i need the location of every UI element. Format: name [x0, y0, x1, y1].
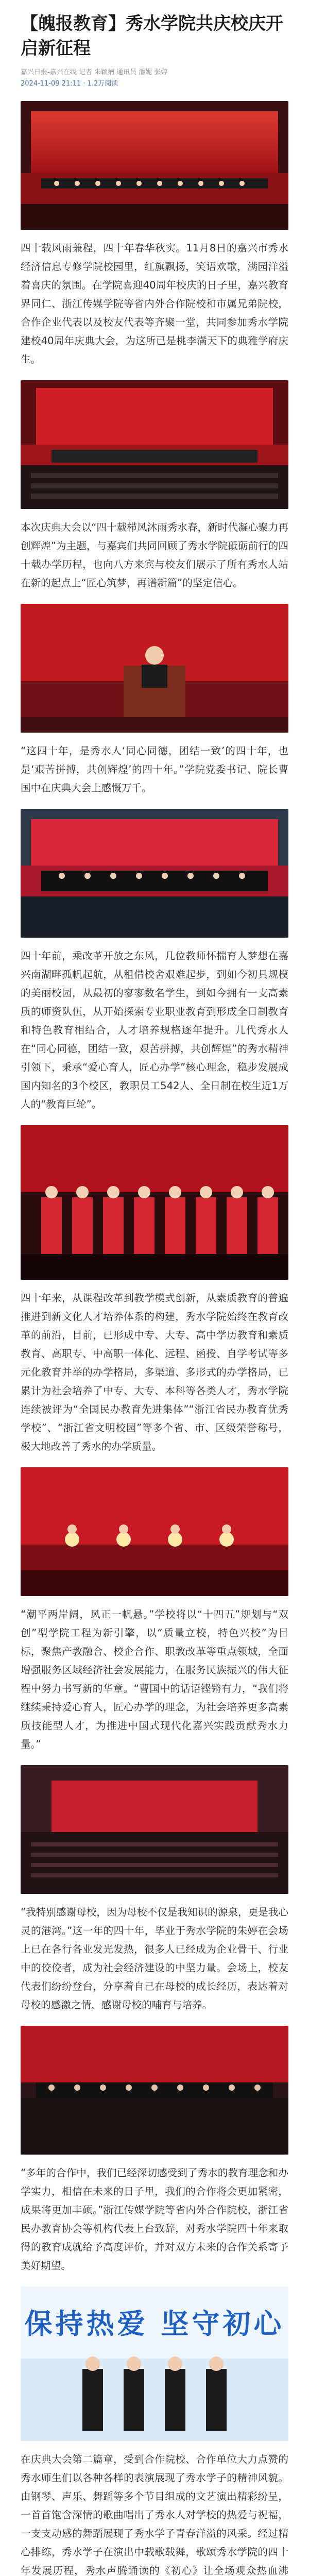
article-photo-1 [21, 101, 288, 230]
speaker-photo [21, 604, 288, 733]
article-photo-5 [21, 1125, 288, 1280]
banner-slogan: 保持热爱 坚守初心 [24, 2307, 285, 2340]
paragraph-8: “多年的合作中，我们已经深切感受到了秀水的教育理念和办学实力，相信在未来的日子里，我们的合作将会更加紧密，成果将更加丰硕。”浙江传媒学院等省内外合作院校，浙江省民办教育协会等机构代表上台致辞，对秀水学院四十年来取得的教育成就给予高度评价，并对双方未来的合作关系寄予美好期望。 [21, 2167, 288, 2272]
dancers-red-photo [21, 1467, 288, 1596]
article-photo-6 [21, 1467, 288, 1596]
hall-wide-photo [21, 1765, 288, 1894]
paragraph-6: “潮平两岸阔，风正一帆悬。”学校将以“十四五”规划与“双创”型学院工程为新引擎，以“质量立校，特色兴校”为目标，聚焦产教融合、校企合作、职教改革等重点领域，全面增强服务区域经济社会发展能力，在服务民族振兴的伟大征程中努力书写新的华章。“曹国中的话语铿锵有力，“我们将继续秉持爱心育人，匠心办学的理念，为社会培养更多高素质技能型人才，为推进中国式现代化嘉兴实践贡献秀水力量。” [21, 1608, 288, 1750]
paragraph-2: 本次庆典大会以“四十载栉风沐雨秀水春，新时代凝心聚力再创辉煌”为主题，与嘉宾们共同回顾了秀水学院砥砺前行的四十载办学历程，也向八方来宾与校友们展示了所有秀水人站在新的起点上“匠心筑梦，再谱新篇”的坚定信心。 [21, 521, 288, 589]
stage-red-photo [21, 380, 288, 509]
publish-timestamp[interactable]: 2024-11-09 21:11 · 1.2万阅读 [21, 80, 118, 88]
choir-photo [21, 1125, 288, 1280]
article-title: 【魄报教育】秀水学院共庆校庆开启新征程 [21, 13, 283, 59]
article-photo-8 [21, 2026, 288, 2155]
article-meta [21, 67, 288, 90]
paragraph-5: 四十年来，从课程改革到教学模式创新，从素质教育的普遍推进到新文化人才培养体系的构建，秀水学院始终在教育改革的前沿，目前，已形成中专、大专、高中学历教育和素质教育、高职专、中高职一体化、远程、函授、自学考试等多元化教育并举的办学格局，多渠道、多形式的办学格局，已累计为社会培养了中专、大专、本科等各类人才，秀水学院连续被评为“全国民办教育先进集体”“浙江省民办教育优秀学校”、“浙江省文明校园”等多个省、市、区级荣誉称号，极大地改善了秀水的办学质量。 [21, 1292, 288, 1452]
stage-photo [21, 101, 288, 230]
paragraph-1: 四十载风雨兼程，四十年春华秋实。11月8日的嘉兴市秀水经济信息专修学院校园里，红旗飘扬，笑语欢歌，满园洋溢着喜庆的氛围。在学院喜迎40周年校庆的日子里，嘉兴教育界同仁、浙江传媒学院等省内外合作院校和市属兄弟院校，合作企业代表以及校友代表等齐聚一堂，共同参加秀水学院建校40周年庆典大会，为这所已是桃李满天下的典雅学府庆生。 [21, 242, 288, 365]
article-photo-7 [21, 1765, 288, 1894]
audience-photo [21, 2026, 288, 2155]
paragraph-9: 在庆典大会第二篇章，受到合作院校、合作单位大力点赞的秀水师生们以各种各样的表演展现了秀水学子的精神风貌。由钢琴、声乐、舞蹈等多个节目组成的文艺演出精彩纷呈，一首首饱含深情的歌曲唱出了秀水人对学校的热爱与祝福，一支支动感的舞蹈展现了秀水学子青春洋溢的风采。经过精心排练，秀水学子在演出中载歌载舞，歌颂秀水学院的四十年发展历程，秀水声腾诵读的《初心》让全场观众热血沸 [21, 2453, 288, 2576]
author-line: 嘉兴日报-嘉兴在线 记者 朱颖楠 通讯员 潘妮 张婷 [21, 69, 168, 76]
article-photo-4 [21, 809, 288, 938]
paragraph-7: “我特别感谢母校，因为母校不仅是我知识的源泉，更是我心灵的港湾。”这一年的四十年，毕业于秀水学院的朱婷在会场上已在各行各业发光发热，很多人已经成为企业骨干、行业中的佼佼者，成为社会经济建设的中坚力量。会场上，校友代表们纷纷登台，分享着自己在母校的成长经历，表达着对母校的感激之情，感谢母校的哺育与培养。 [21, 1906, 288, 2011]
article-photo-2 [21, 380, 288, 509]
paragraph-3: “这四十年，是秀水人‘同心同德，团结一致’的四十年，也是‘艰苦拼搏，共创辉煌’的四十年。”学院党委书记、院长曹国中在庆典大会上感慨万千。 [21, 745, 288, 794]
paragraph-4: 四十年前，乘改革开放之东风，几位教师怀揣育人梦想在嘉兴南湖畔孤帆起航，从租借校舍艰难起步，到如今初具规模的美丽校园，从最初的寥寥数名学生，到如今拥有一支高素质的师资队伍，从开始探索专业职业教育到形成全日制教育和特色教育相结合，人才培养规格逐年提升。几代秀水人在“同心同德，团结一致，艰苦拼搏，共创辉煌”的秀水精神引领下，秉承“爱心育人，匠心办学”核心理念，稳步发展成国内知名的3个校区，教职员工542人、全日制在校生近1万人的“教育巨轮”。 [21, 950, 288, 1110]
article-photo-9 [21, 2286, 288, 2441]
article-photo-3 [21, 604, 288, 733]
group-stage-photo [21, 809, 288, 938]
